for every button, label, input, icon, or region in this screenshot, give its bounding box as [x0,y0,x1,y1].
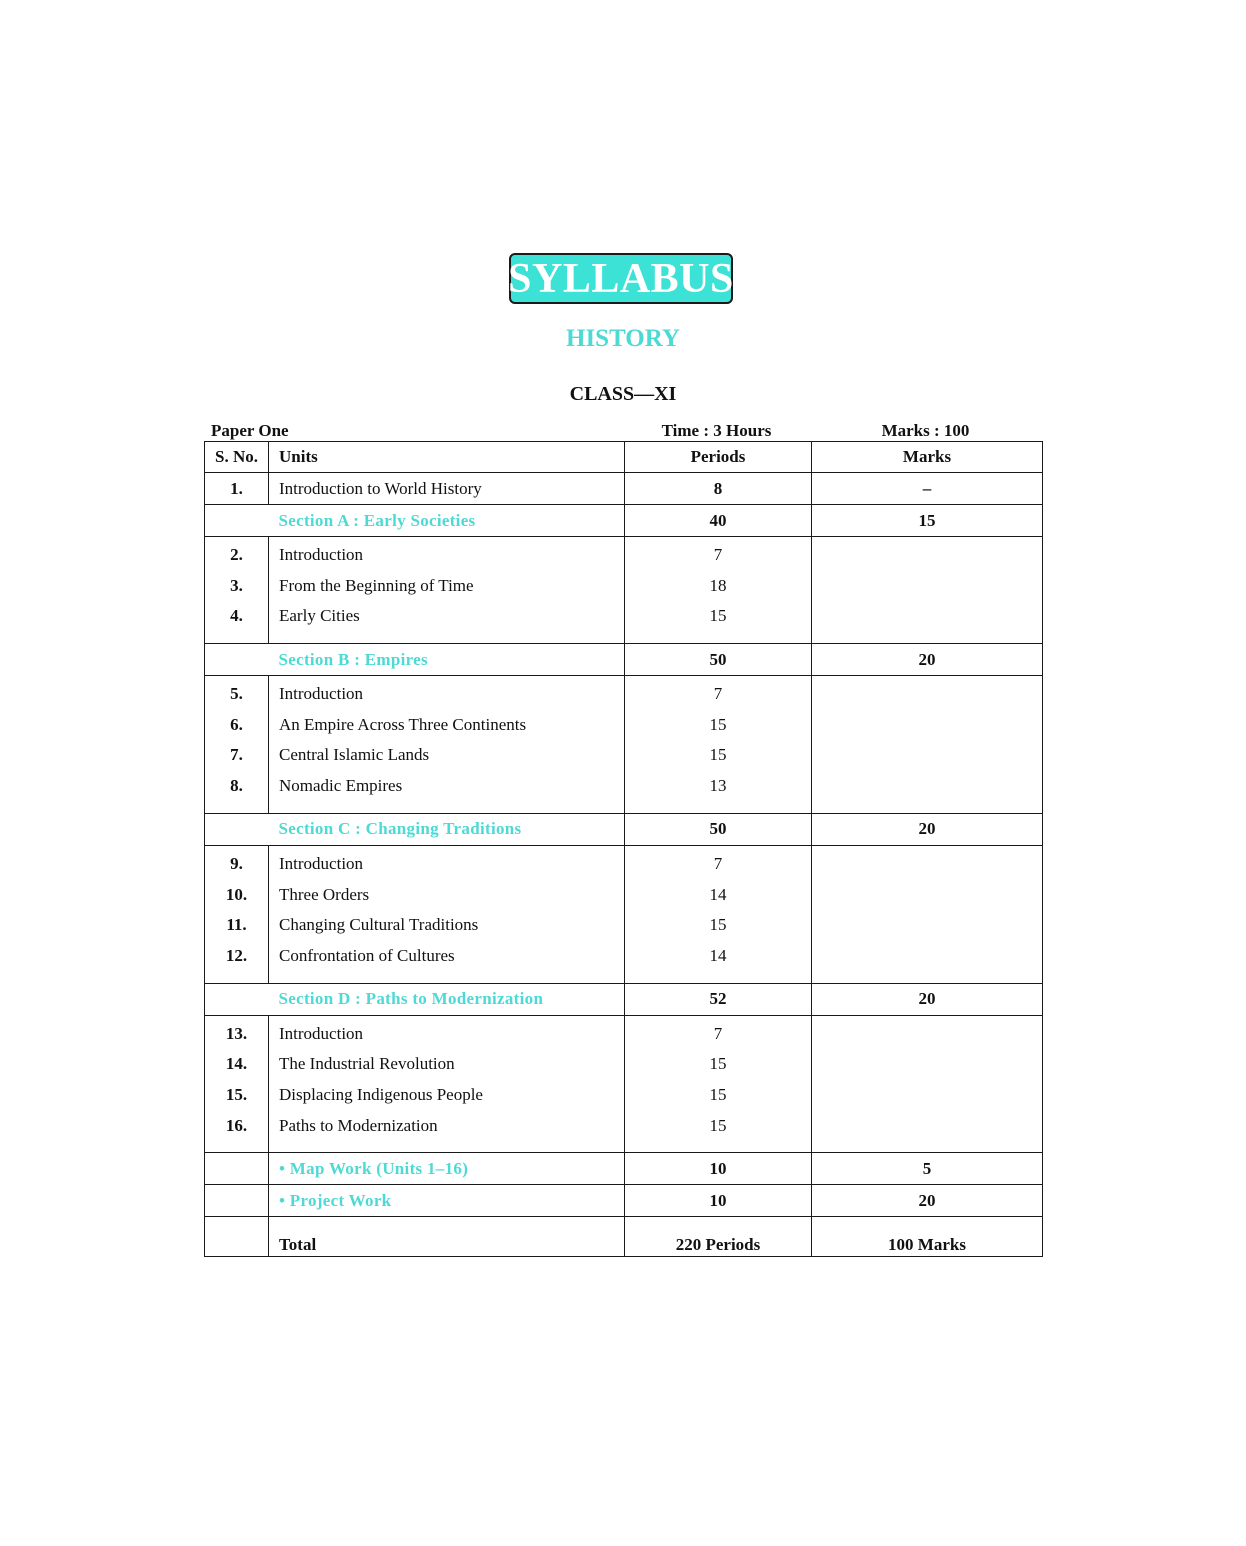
extra-row [205,1153,1043,1185]
extra-title: • Project Work [269,1185,625,1217]
unit-name: Early Cities [279,606,360,626]
unit-periods: 15 [709,714,727,734]
row-marks: – [812,473,1043,505]
section-row [205,813,1043,845]
units-sno-cell [205,845,269,983]
units-name-cell [269,537,625,644]
units-sno-cell [205,676,269,814]
paper-name: Paper One [211,421,289,440]
unit-sno: 7. [230,745,243,765]
unit-sno: 10. [225,884,248,904]
unit-sno: 5. [230,684,243,704]
section-periods: 52 [625,983,812,1015]
unit-periods: 7 [713,1023,723,1043]
col-header-marks: Marks [812,442,1043,473]
units-marks-cell [812,537,1043,644]
paper-time: Time : 3 Hours [661,421,772,440]
units-periods-cell [625,537,812,644]
unit-sno: 6. [230,714,243,734]
unit-periods: 15 [709,1084,727,1104]
section-units-group [205,676,1043,814]
extra-periods: 10 [625,1153,812,1185]
extra-marks: 5 [812,1153,1043,1185]
section-sno-cell [205,644,269,676]
extra-sno-cell [205,1185,269,1217]
total-periods: 220 Periods [625,1217,812,1257]
section-marks: 15 [812,505,1043,537]
section-periods: 40 [625,505,812,537]
unit-periods: 13 [709,776,727,796]
col-header-units: Units [269,442,625,473]
units-sno-cell [205,537,269,644]
unit-periods: 14 [709,945,727,965]
unit-periods: 15 [709,606,727,626]
unit-name: Three Orders [279,884,370,904]
unit-name: Confrontation of Cultures [279,945,455,965]
unit-periods: 15 [709,1054,727,1074]
section-marks: 20 [812,983,1043,1015]
unit-sno: 16. [225,1115,248,1135]
row-unit: Introduction to World History [269,473,625,505]
table-header [205,442,1043,473]
unit-name: Introduction [279,545,364,564]
section-units-group [205,537,1043,644]
section-marks: 20 [812,644,1043,676]
unit-sno: 14. [225,1054,248,1074]
units-marks-cell [812,676,1043,814]
section-title: Section C : Changing Traditions [269,813,625,845]
unit-sno: 4. [230,606,243,626]
section-periods: 50 [625,644,812,676]
section-units-group [205,845,1043,983]
unit-name: From the Beginning of Time [279,575,474,595]
col-header-periods: Periods [625,442,812,473]
total-marks: 100 Marks [812,1217,1043,1257]
unit-sno: 15. [225,1084,248,1104]
section-marks: 20 [812,813,1043,845]
total-row [205,1217,1043,1257]
unit-periods: 7 [713,684,723,704]
section-row [205,505,1043,537]
unit-name: Introduction [279,684,364,704]
unit-periods: 14 [709,884,727,904]
section-row [205,983,1043,1015]
unit-sno: 9. [230,853,243,873]
extra-periods: 10 [625,1185,812,1217]
unit-name: Paths to Modernization [279,1115,438,1135]
paper-marks: Marks : 100 [881,421,970,440]
unit-sno: 12. [225,945,248,965]
section-title: Section A : Early Societies [269,505,625,537]
units-marks-cell [812,1015,1043,1153]
extra-row [205,1185,1043,1217]
syllabus-table [204,441,1043,1257]
unit-name: Nomadic Empires [279,776,403,796]
section-sno-cell [205,983,269,1015]
units-periods-cell [625,676,812,814]
unit-sno: 13. [225,1023,248,1043]
subject-title: HISTORY [566,325,680,352]
row-periods: 8 [625,473,812,505]
unit-name: Displacing Indigenous People [279,1084,483,1104]
section-title: Section B : Empires [269,644,625,676]
section-sno-cell [205,505,269,537]
syllabus-badge: SYLLABUS [509,253,733,304]
unit-name: Central Islamic Lands [279,745,430,765]
units-marks-cell [812,845,1043,983]
unit-name: The Industrial Revolution [279,1054,455,1074]
section-units-group [205,1015,1043,1153]
unit-name: Introduction [279,853,364,873]
total-label: Total [269,1217,625,1257]
unit-sno: 11. [226,915,247,935]
unit-sno: 3. [230,575,243,595]
section-title: Section D : Paths to Modernization [269,983,625,1015]
col-header-sno: S. No. [205,442,269,473]
units-periods-cell [625,845,812,983]
extra-title: • Map Work (Units 1–16) [269,1153,625,1185]
unit-periods: 15 [709,745,727,765]
unit-sno: 2. [230,545,243,564]
units-name-cell [269,1015,625,1153]
unit-periods: 7 [713,853,723,873]
unit-name: An Empire Across Three Continents [279,714,527,734]
unit-periods: 15 [709,915,727,935]
unit-name: Introduction [279,1023,364,1043]
units-sno-cell [205,1015,269,1153]
unit-periods: 18 [709,575,727,595]
units-periods-cell [625,1015,812,1153]
total-sno-cell [205,1217,269,1257]
units-name-cell [269,676,625,814]
unit-periods: 15 [709,1115,727,1135]
unit-name: Changing Cultural Traditions [279,915,479,935]
row-sno: 1. [205,473,269,505]
unit-sno: 8. [230,776,243,796]
section-periods: 50 [625,813,812,845]
unit-periods: 7 [713,545,723,564]
extra-sno-cell [205,1153,269,1185]
units-name-cell [269,845,625,983]
extra-marks: 20 [812,1185,1043,1217]
section-sno-cell [205,813,269,845]
section-row [205,644,1043,676]
table-row-intro [205,473,1043,505]
class-title: CLASS—XI [569,383,677,405]
